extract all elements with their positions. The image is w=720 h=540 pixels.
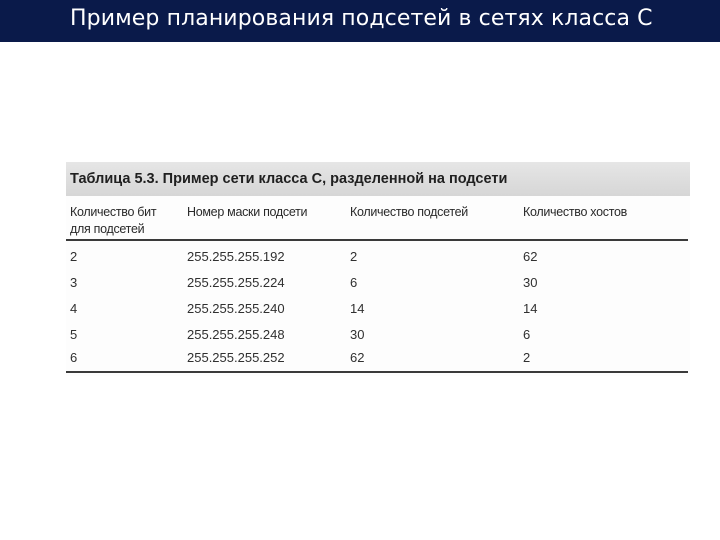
cell-hosts: 62: [523, 249, 538, 264]
table-bottom-rule: [66, 371, 688, 373]
cell-mask: 255.255.255.252: [187, 350, 285, 365]
table-row: [66, 249, 688, 275]
cell-subnets: 2: [350, 249, 358, 264]
cell-bits: 4: [70, 301, 78, 316]
scanned-table: [66, 162, 690, 376]
cell-bits: 5: [70, 327, 78, 342]
header-subnet-count: Количество подсетей: [350, 205, 468, 219]
cell-bits: 2: [70, 249, 78, 264]
cell-hosts: 14: [523, 301, 538, 316]
header-subnet-mask: Номер маски подсети: [187, 205, 308, 219]
cell-mask: 255.255.255.224: [187, 275, 285, 290]
cell-hosts: 30: [523, 275, 538, 290]
title-bar: [0, 0, 720, 42]
cell-mask: 255.255.255.248: [187, 327, 285, 342]
cell-mask: 255.255.255.192: [187, 249, 285, 264]
table-row: [66, 275, 688, 301]
cell-mask: 255.255.255.240: [187, 301, 285, 316]
cell-hosts: 6: [523, 327, 531, 342]
cell-hosts: 2: [523, 350, 531, 365]
table-top-rule: [66, 239, 688, 241]
slide-title: Пример планирования подсетей в сетях класса С: [70, 6, 653, 31]
cell-bits: 6: [70, 350, 78, 365]
header-host-count: Количество хостов: [523, 205, 627, 219]
cell-subnets: 62: [350, 350, 365, 365]
header-bits-for-subnets: Количество бит для подсетей: [70, 205, 157, 236]
cell-bits: 3: [70, 275, 78, 290]
cell-subnets: 6: [350, 275, 358, 290]
cell-subnets: 14: [350, 301, 365, 316]
table-caption: Таблица 5.3. Пример сети класса С, разделенной на подсети: [70, 171, 508, 187]
table-row: [66, 301, 688, 327]
cell-subnets: 30: [350, 327, 365, 342]
table-caption-band: [66, 162, 690, 196]
